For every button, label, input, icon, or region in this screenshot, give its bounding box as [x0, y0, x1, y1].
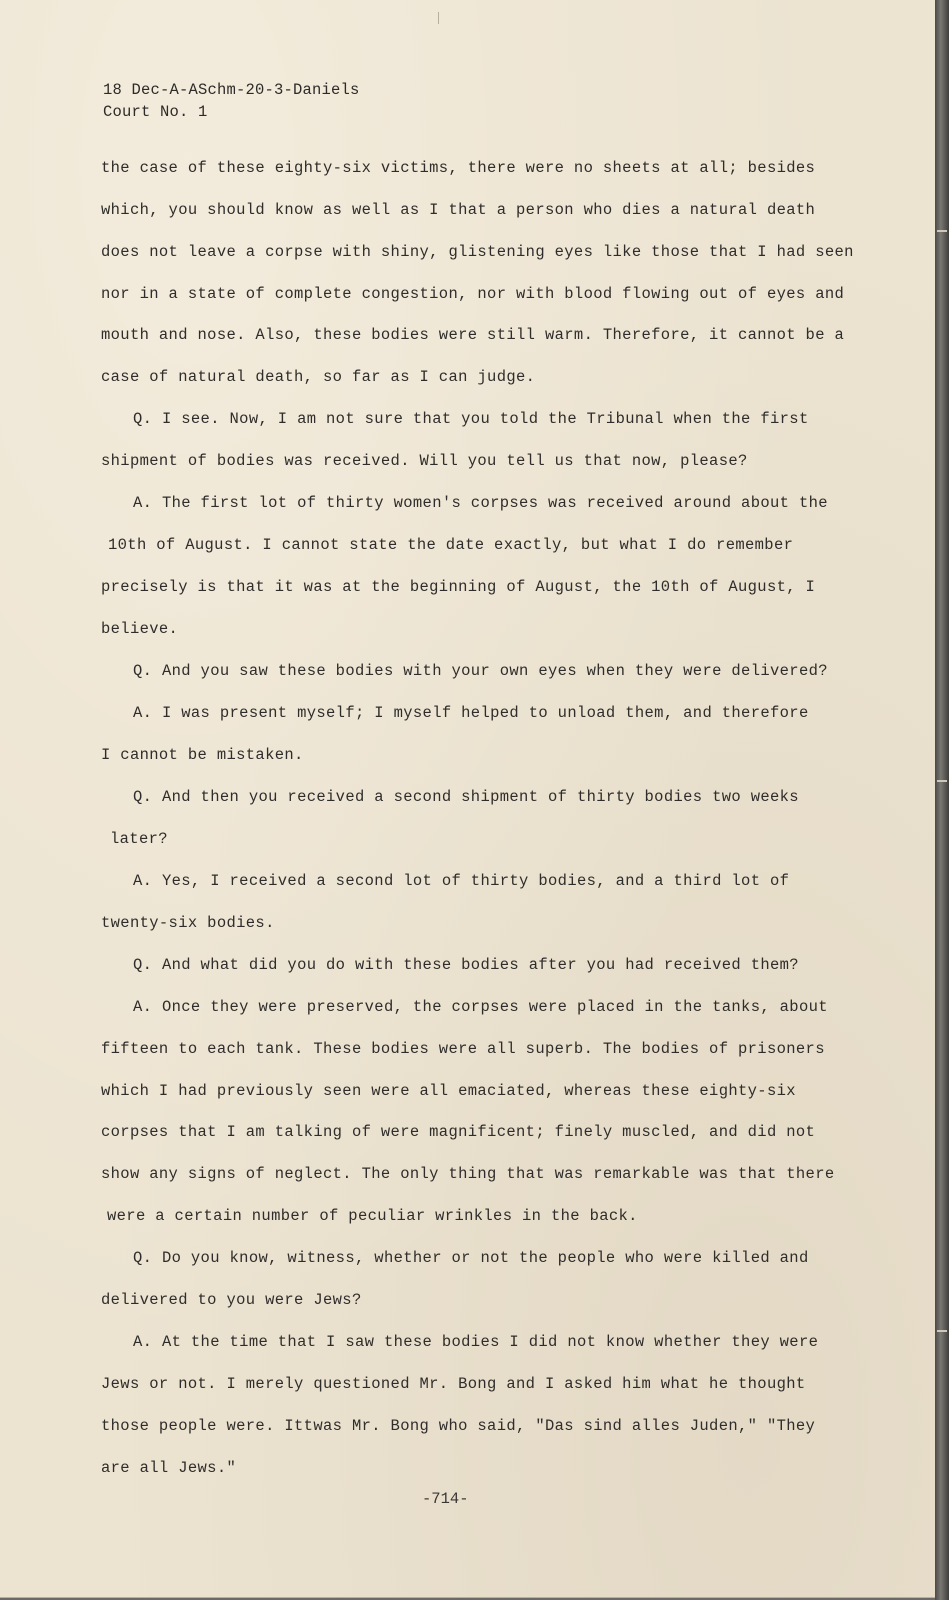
- binding-notch: [937, 230, 947, 232]
- binding-notch: [937, 780, 947, 782]
- header-reference: 18 Dec-A-ASchm-20-3-Daniels: [103, 81, 360, 99]
- body-line: case of natural death, so far as I can judge.: [101, 368, 536, 386]
- answer-line: A. At the time that I saw these bodies I did not know whether they were: [133, 1333, 819, 1351]
- body-line: those people were. Ittwas Mr. Bong who said, "Das sind alles Juden," "They: [101, 1417, 816, 1435]
- body-line: shipment of bodies was received. Will you tell us that now, please?: [101, 452, 748, 470]
- document-header: [103, 79, 360, 123]
- body-line: later?: [110, 830, 168, 848]
- body-line: precisely is that it was at the beginning of August, the 10th of August, I: [101, 578, 816, 596]
- body-line: mouth and nose. Also, these bodies were still warm. Therefore, it cannot be a: [101, 326, 845, 344]
- body-line: are all Jews.": [101, 1459, 237, 1477]
- question-line: Q. And you saw these bodies with your own eyes when they were delivered?: [133, 662, 828, 680]
- body-line: delivered to you were Jews?: [101, 1291, 362, 1309]
- body-line: does not leave a corpse with shiny, glistening eyes like those that I had seen: [101, 243, 854, 261]
- question-line: Q. I see. Now, I am not sure that you told the Tribunal when the first: [133, 410, 809, 428]
- body-line: Jews or not. I merely questioned Mr. Bong and I asked him what he thought: [101, 1375, 806, 1393]
- body-line: nor in a state of complete congestion, nor with blood flowing out of eyes and: [101, 285, 845, 303]
- body-line: the case of these eighty-six victims, there were no sheets at all; besides: [101, 159, 816, 177]
- header-court: Court No. 1: [103, 103, 208, 121]
- body-line: were a certain number of peculiar wrinkles in the back.: [107, 1207, 638, 1225]
- body-line: which I had previously seen were all emaciated, whereas these eighty-six: [101, 1082, 796, 1100]
- body-line: I cannot be mistaken.: [101, 746, 304, 764]
- binding-edge: [935, 0, 949, 1600]
- body-line: twenty-six bodies.: [101, 914, 275, 932]
- question-line: Q. Do you know, witness, whether or not the people who were killed and: [133, 1249, 809, 1267]
- body-line: fifteen to each tank. These bodies were all superb. The bodies of prisoners: [101, 1040, 825, 1058]
- page-number: -714-: [422, 1490, 469, 1508]
- binding-notch: [937, 1330, 947, 1332]
- question-line: Q. And what did you do with these bodies after you had received them?: [133, 956, 799, 974]
- body-line: which, you should know as well as I that a person who dies a natural death: [101, 201, 816, 219]
- answer-line: A. The first lot of thirty women's corpses was received around about the: [133, 494, 828, 512]
- answer-line: A. Yes, I received a second lot of thirty bodies, and a third lot of: [133, 872, 790, 890]
- body-line: 10th of August. I cannot state the date exactly, but what I do remember: [108, 536, 794, 554]
- body-line: show any signs of neglect. The only thing that was remarkable was that there: [101, 1165, 835, 1183]
- body-line: believe.: [101, 620, 179, 638]
- answer-line: A. I was present myself; I myself helped to unload them, and therefore: [133, 704, 809, 722]
- paper-mark: [438, 12, 439, 24]
- answer-line: A. Once they were preserved, the corpses were placed in the tanks, about: [133, 998, 828, 1016]
- body-line: corpses that I am talking of were magnificent; finely muscled, and did not: [101, 1123, 816, 1141]
- question-line: Q. And then you received a second shipment of thirty bodies two weeks: [133, 788, 799, 806]
